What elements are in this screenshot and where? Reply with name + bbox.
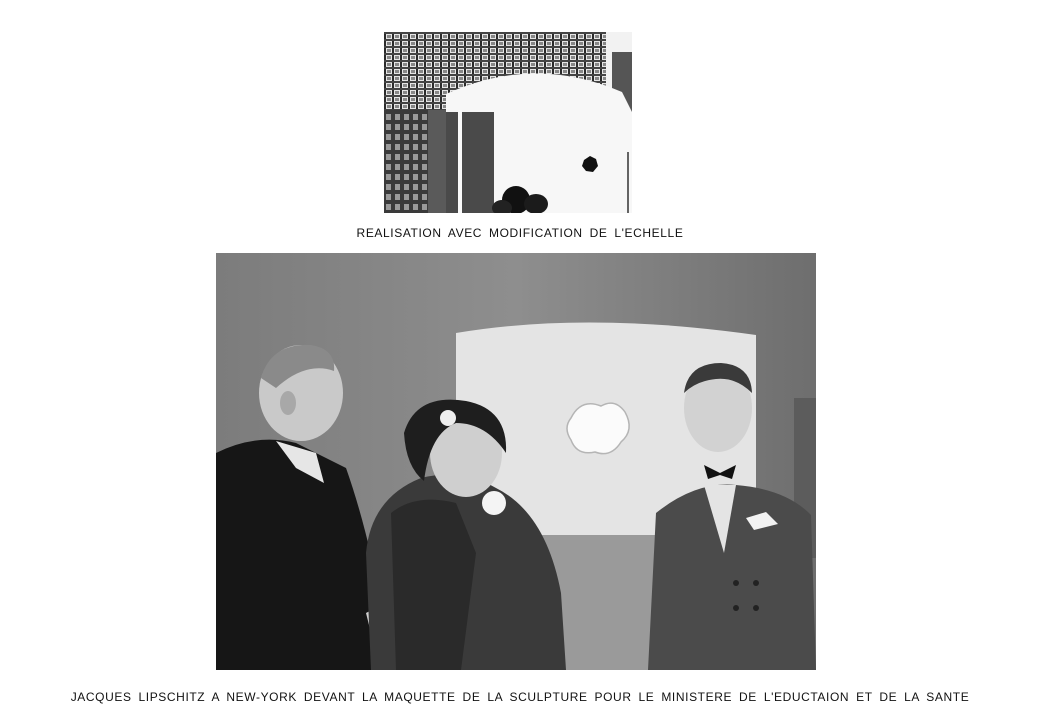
lipschitz-group-photo	[216, 253, 816, 670]
building-photo-graphic	[384, 32, 632, 213]
building-sculpture-photo	[384, 32, 632, 213]
bottom-photo-caption: JACQUES LIPSCHITZ A NEW-YORK DEVANT LA MAQUETTE DE LA SCULPTURE POUR LE MINISTERE DE L'EDUCTAION ET DE LA SANTE	[70, 690, 970, 704]
group-photo-graphic	[216, 253, 816, 670]
top-photo-caption: REALISATION AVEC MODIFICATION DE L'ECHELLE	[356, 226, 684, 240]
